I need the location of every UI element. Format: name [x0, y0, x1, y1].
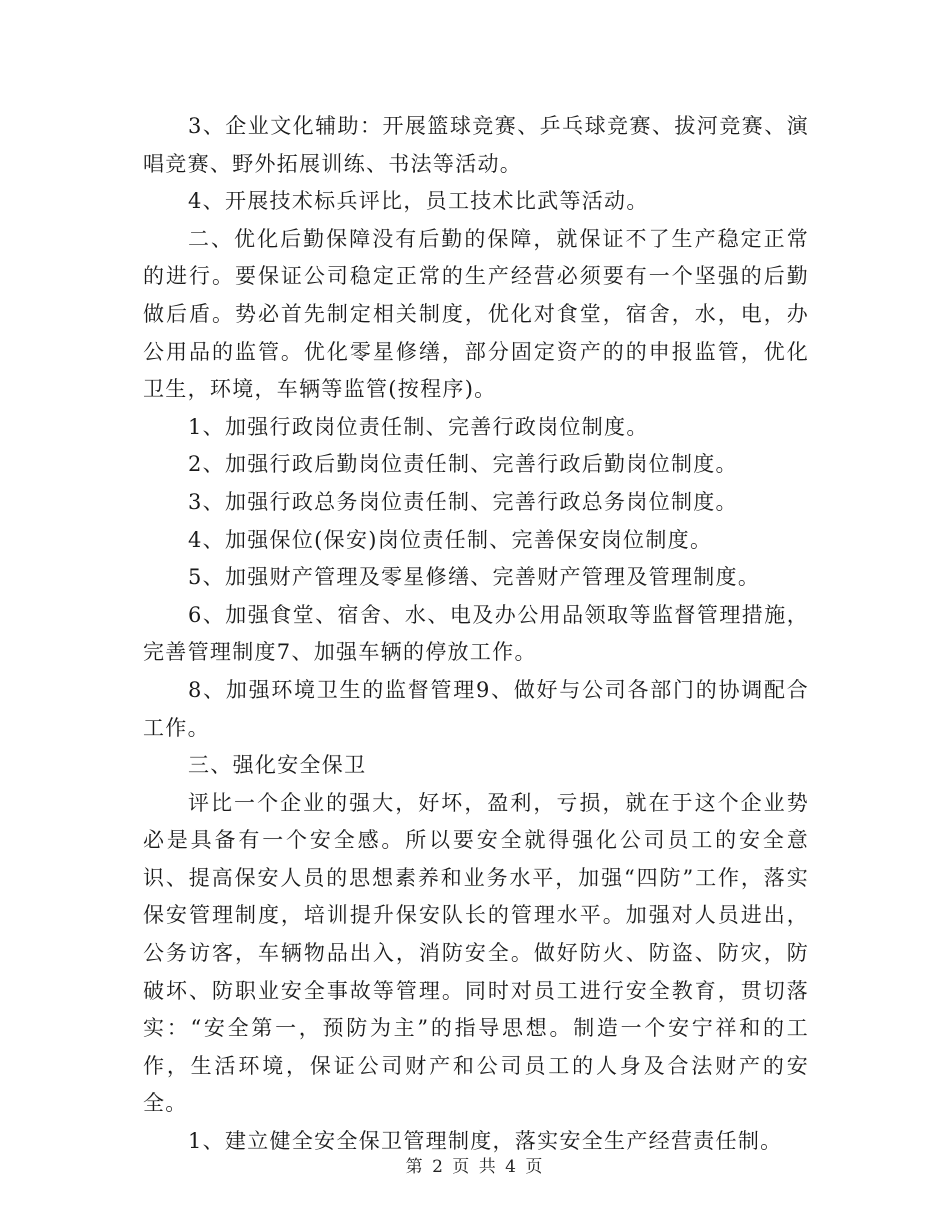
list-item-admin-post: 1、加强行政岗位责任制、完善行政岗位制度。: [188, 414, 649, 439]
list-item-security-post: 4、加强保位(保安)岗位责任制、完善保安岗位制度。: [188, 527, 713, 552]
paragraph-tech-competition: 4、开展技术标兵评比，员工技术比武等活动。: [188, 189, 649, 214]
list-item-canteen-dorm: 6、加强食堂、宿舍、水、电及办公用品领取等监督管理措施，完善管理制度7、加强车辆的停放工作。: [143, 602, 809, 665]
list-item-security-system: 1、建立健全安全保卫管理制度，落实安全生产经营责任制。: [188, 1129, 783, 1154]
paragraph-security-body: 评比一个企业的强大，好坏，盈利，亏损，就在于这个企业势必是具备有一个安全感。所以要安全就得强化公司员工的安全意识、提高保安人员的思想素养和业务水平，加强“四防”工作，落实保安管理制度，培训提升保安队长的管理水平。加强对人员进出，公务访客，车辆物品出入，消防安全。做好防火、防盗、防灾，防破坏、防职业安全事故等管理。同时对员工进行安全教育，贯切落实：“安全第一，预防为主”的指导思想。制造一个安宁祥和的工作，生活环境，保证公司财产和公司员工的人身及合法财产的安全。: [143, 790, 809, 1116]
paragraph-logistics-heading: 二、优化后勤保障没有后勤的保障，就保证不了生产稳定正常的进行。要保证公司稳定正常的生产经营必须要有一个坚强的后勤做后盾。势必首先制定相关制度，优化对食堂，宿舍，水，电，办公用品的监管。优化零星修缮，部分固定资产的的申报监管，优化卫生，环境，车辆等监管(按程序)。: [143, 226, 809, 402]
list-item-property-management: 5、加强财产管理及零星修缮、完善财产管理及管理制度。: [188, 565, 761, 590]
list-item-logistics-post: 2、加强行政后勤岗位责任制、完善行政后勤岗位制度。: [188, 452, 738, 477]
page-number-footer: 第 2 页 共 4 页: [405, 1157, 545, 1177]
section-heading-security: 三、强化安全保卫: [188, 753, 367, 778]
paragraph-culture-activities: 3、企业文化辅助：开展篮球竞赛、乒乓球竞赛、拔河竞赛、演唱竞赛、野外拓展训练、书法等活动。: [143, 114, 809, 176]
list-item-general-affairs-post: 3、加强行政总务岗位责任制、完善行政总务岗位制度。: [188, 489, 738, 514]
list-item-environment-hygiene: 8、加强环境卫生的监督管理9、做好与公司各部门的协调配合工作。: [143, 677, 809, 740]
document-body: [143, 108, 809, 1161]
